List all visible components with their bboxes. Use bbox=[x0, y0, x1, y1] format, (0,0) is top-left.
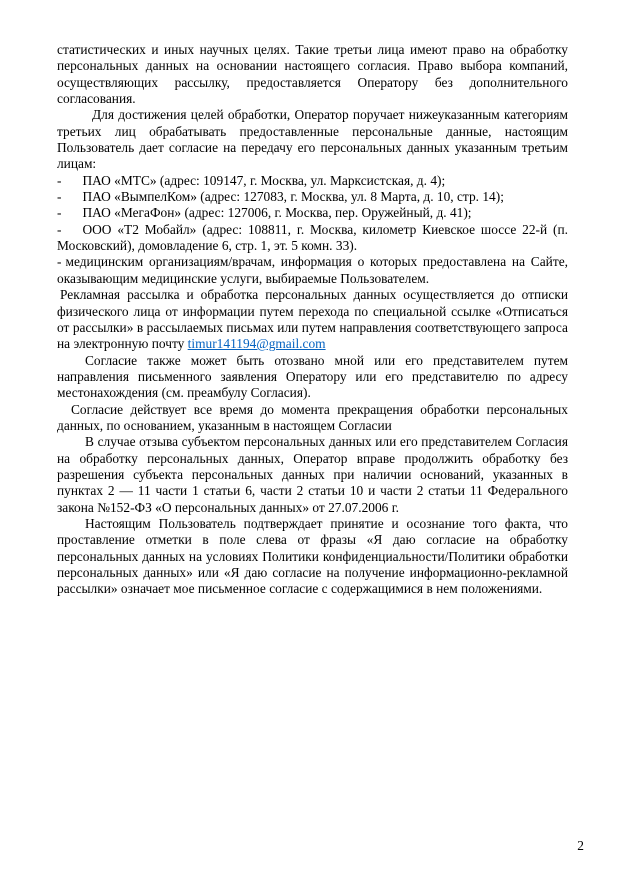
list-marker: - bbox=[57, 189, 62, 205]
list-item-mts bbox=[57, 173, 568, 189]
list-item-vympelcom bbox=[57, 189, 568, 205]
list-item-t2-mobile bbox=[57, 222, 568, 255]
list-marker: - bbox=[57, 172, 62, 188]
list-item-medical bbox=[57, 254, 568, 287]
list-marker: - bbox=[57, 205, 62, 221]
email-link[interactable]: timur141194@gmail.com bbox=[187, 336, 326, 352]
paragraph-consent-duration: Согласие действует все время до момента прекращения обработки персональных данных, по основанием, указанным в настоящем Согласии bbox=[57, 401, 568, 433]
page-number: 2 bbox=[577, 838, 584, 853]
paragraph-withdrawal-exceptions: В случае отзыва субъектом персональных данных или его представителем Согласия на обработку персональных данных, Оператор вправе продолжить обработку без разрешения субъекта персональных данных при наличии оснований, указанных в пунктах 2 — 11 части 1 статьи 6, части 2 статьи 10 и части 2 статьи 11 Федерального закона №152-ФЗ «О персональных данных» от 27.07.2006 г. bbox=[57, 434, 568, 515]
list-item-megafon bbox=[57, 205, 568, 221]
paragraph-checkbox-acknowledgement: Настоящим Пользователь подтверждает принятие и осознание того факта, что проставление отметки в поле слева от фразы «Я даю согласие на обработку персональных данных на условиях Политики конфиденциальности/Политики обработки персональных данных» или «Я даю согласие на получение информационно-рекламной рассылки» означает мое письменное согласие с содержащимися в нем положениями. bbox=[57, 515, 568, 597]
list-item-text: ПАО «МегаФон» (адрес: 127006, г. Москва, пер. Оружейный, д. 41); bbox=[82, 205, 472, 221]
list-item-text: ПАО «МТС» (адрес: 109147, г. Москва, ул. Марксистская, д. 4); bbox=[82, 172, 446, 188]
list-item-text: ООО «Т2 Мобайл» (адрес: 108811, г. Москва, километр Киевское шоссе 22-й (п. Московский), домовладение 6, стр. 1, эт. 5 комн. 33). bbox=[57, 221, 568, 254]
paragraph-continuation: статистических и иных научных целях. Такие третьи лица имеют право на обработку персональных данных на основании настоящего согласия. Право выбора компаний, осуществляющих рассылку, предоставляется Оператору без дополнительного согласования. bbox=[57, 42, 568, 107]
list-item-text: медицинским организациям/врачам, информация о которых предоставлена на Сайте, оказывающим медицинские услуги, выбираемые Пользователем. bbox=[57, 254, 568, 286]
paragraph-processing-purposes: Для достижения целей обработки, Оператор поручает нижеуказанным категориям третьих лиц обрабатывать предоставленные персональные данные, настоящим Пользователь дает согласие на передачу его персональных данных указанным третьим лицам: bbox=[57, 107, 568, 172]
paragraph-consent-withdrawal: Согласие также может быть отозвано мной или его представителем путем направления письменного заявления Оператору или его представителю по адресу местонахождения (см. преамбулу Согласия). bbox=[57, 352, 568, 401]
list-marker: - bbox=[57, 221, 62, 237]
list-marker: - bbox=[57, 254, 62, 270]
paragraph-text: Рекламная рассылка и обработка персональных данных осуществляется до отписки физического лица от информации путем перехода по специальной ссылке «Отписаться от рассылки» в рассылаемых письмах или путем направления соответствующего запроса на электронную почту bbox=[57, 287, 568, 352]
list-item-text: ПАО «ВымпелКом» (адрес: 127083, г. Москва, ул. 8 Марта, д. 10, стр. 14); bbox=[82, 189, 504, 205]
paragraph-mailing-unsubscribe bbox=[57, 287, 568, 352]
